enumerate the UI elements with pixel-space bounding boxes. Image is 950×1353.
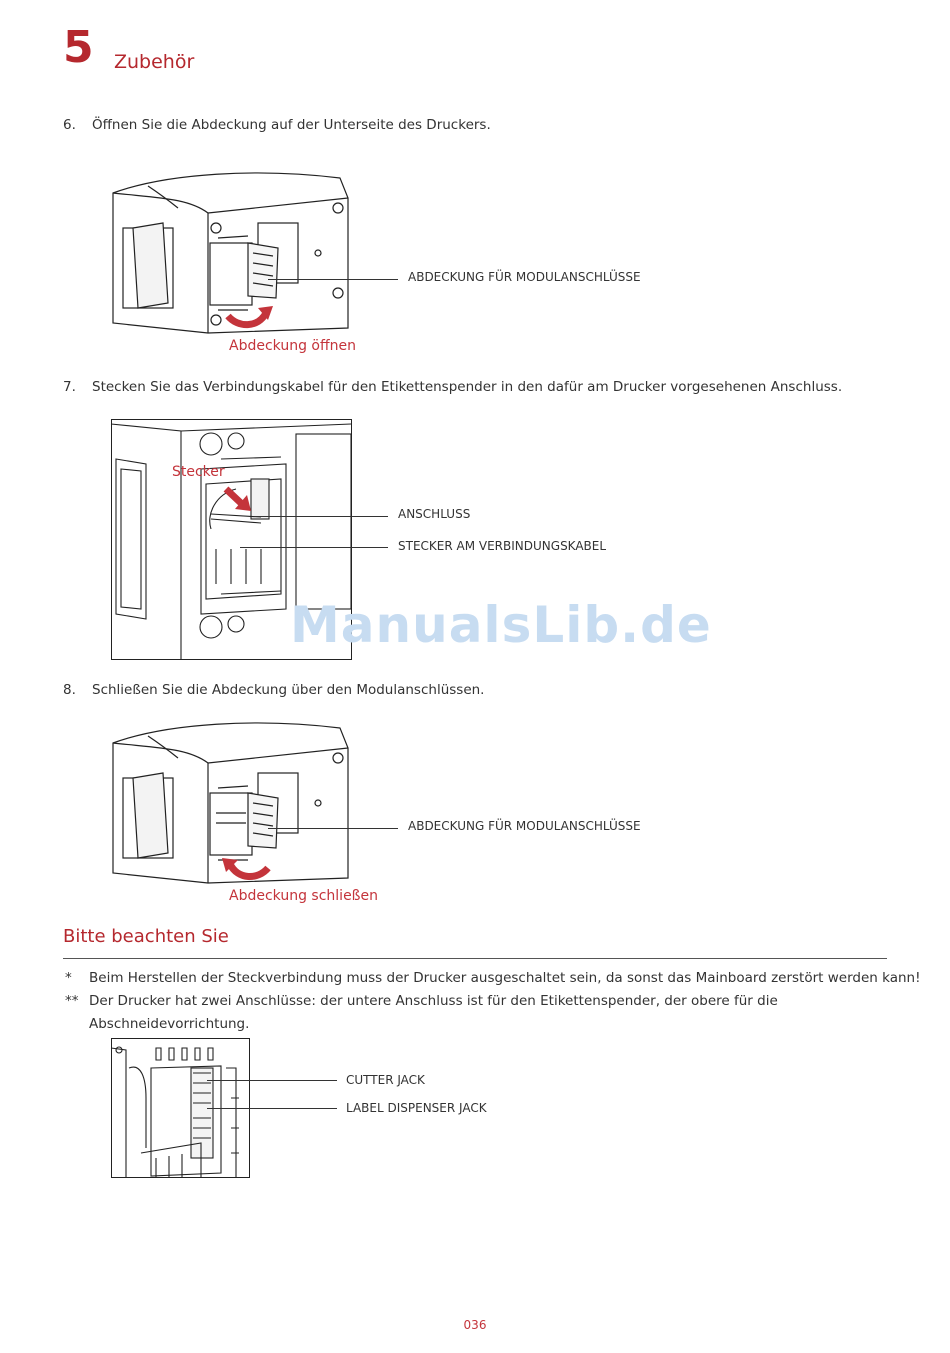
step-6 xyxy=(63,117,903,135)
chapter-title: Zubehör xyxy=(114,51,195,73)
step-text: Öffnen Sie die Abdeckung auf der Unterseite des Druckers. xyxy=(92,117,491,133)
step-text: Stecken Sie das Verbindungskabel für den Etikettenspender in den dafür am Drucker vorgesehenen Anschluss. xyxy=(92,379,843,395)
notes-divider xyxy=(63,958,887,959)
callout-line xyxy=(207,1080,337,1081)
step-number: 6. xyxy=(63,117,76,133)
watermark: ManualsLib.de xyxy=(290,596,712,654)
note-marker: * xyxy=(65,970,72,986)
step-text: Schließen Sie die Abdeckung über den Modulanschlüssen. xyxy=(92,682,485,698)
step-number: 7. xyxy=(63,379,76,395)
note-marker: ** xyxy=(65,993,79,1009)
note-text: Der Drucker hat zwei Anschlüsse: der untere Anschluss ist für den Etikettenspender, der obere für die xyxy=(89,993,778,1009)
step-8 xyxy=(63,682,903,700)
action-label-open: Abdeckung öffnen xyxy=(229,338,356,354)
callout-line xyxy=(207,1108,337,1109)
printer-underside-illustration-close xyxy=(108,718,353,888)
chapter-number: 5 xyxy=(63,22,94,73)
note-text: Beim Herstellen der Steckverbindung muss der Drucker ausgeschaltet sein, da sonst das Mainboard zerstört werden kann! xyxy=(89,970,921,986)
callout-line xyxy=(255,516,388,517)
callout-plug-label: STECKER AM VERBINDUNGSKABEL xyxy=(398,539,607,553)
note-text-continued: Abschneidevorrichtung. xyxy=(89,1016,250,1032)
callout-label-dispenser-jack: LABEL DISPENSER JACK xyxy=(346,1101,487,1115)
callout-port-label: ANSCHLUSS xyxy=(398,507,471,521)
action-label-close: Abdeckung schließen xyxy=(229,888,378,904)
callout-cover-label: ABDECKUNG FÜR MODULANSCHLÜSSE xyxy=(408,270,641,284)
callout-cover-label: ABDECKUNG FÜR MODULANSCHLÜSSE xyxy=(408,819,641,833)
callout-line xyxy=(268,279,398,280)
callout-line xyxy=(268,828,398,829)
callout-line xyxy=(240,547,388,548)
plug-label: Stecker xyxy=(172,464,225,480)
callout-cutter-jack: CUTTER JACK xyxy=(346,1073,425,1087)
step-number: 8. xyxy=(63,682,76,698)
printer-underside-illustration-open xyxy=(108,168,353,338)
notes-heading: Bitte beachten Sie xyxy=(63,926,229,947)
page-number: 036 xyxy=(463,1318,487,1332)
step-7 xyxy=(63,379,933,397)
